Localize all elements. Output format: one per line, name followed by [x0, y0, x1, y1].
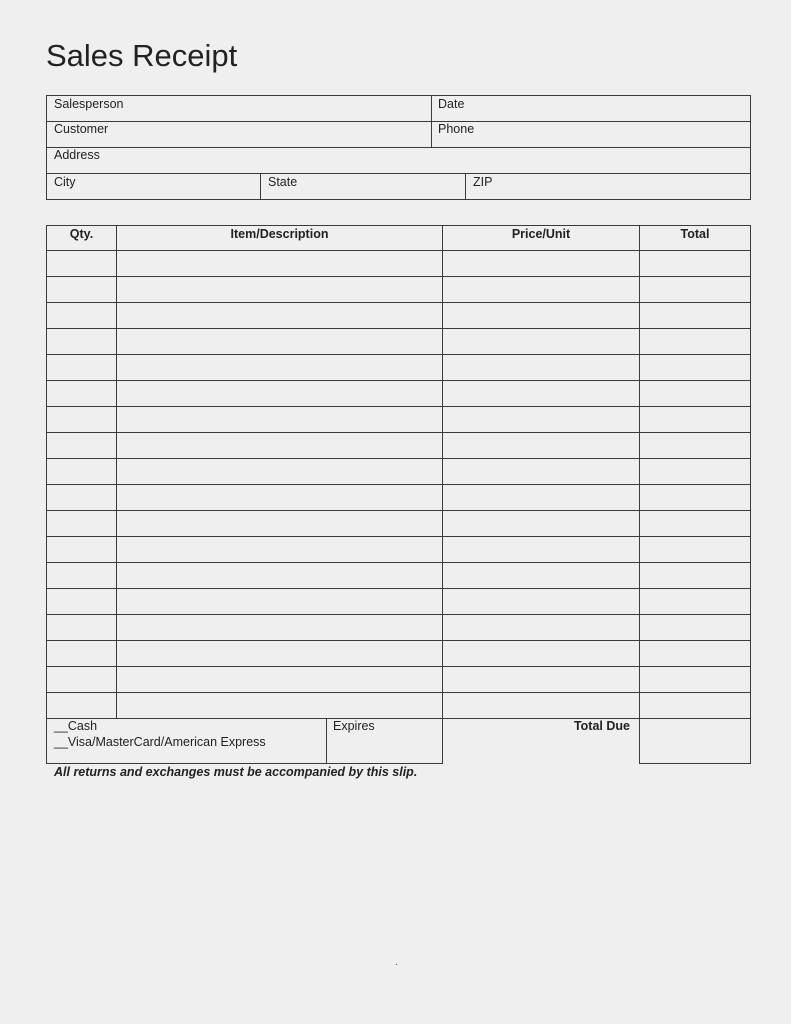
description-cell[interactable]: [116, 692, 443, 719]
qty-cell[interactable]: [46, 406, 117, 433]
total-cell[interactable]: [639, 614, 751, 641]
qty-cell[interactable]: [46, 692, 117, 719]
date-field[interactable]: [431, 95, 751, 122]
address-label: Address: [54, 148, 100, 162]
total-cell[interactable]: [639, 640, 751, 667]
total-cell[interactable]: [639, 302, 751, 329]
description-cell[interactable]: [116, 276, 443, 303]
qty-cell[interactable]: [46, 458, 117, 485]
card-option[interactable]: __Visa/MasterCard/American Express: [54, 735, 266, 749]
price-cell[interactable]: [442, 302, 640, 329]
description-cell[interactable]: [116, 562, 443, 589]
address-field[interactable]: [46, 147, 751, 174]
description-header: Item/Description: [230, 227, 329, 241]
state-label: State: [268, 175, 298, 189]
price-cell[interactable]: [442, 458, 640, 485]
qty-cell[interactable]: [46, 510, 117, 537]
total-cell[interactable]: [639, 250, 751, 277]
qty-cell[interactable]: [46, 588, 117, 615]
footer-mark: .: [395, 957, 398, 968]
phone-label: Phone: [438, 122, 475, 136]
total-due-field[interactable]: [639, 718, 751, 764]
qty-cell[interactable]: [46, 302, 117, 329]
total-cell[interactable]: [639, 328, 751, 355]
page-title: Sales Receipt: [46, 38, 238, 73]
description-cell[interactable]: [116, 614, 443, 641]
qty-cell[interactable]: [46, 380, 117, 407]
total-cell[interactable]: [639, 432, 751, 459]
description-cell[interactable]: [116, 458, 443, 485]
total-cell[interactable]: [639, 458, 751, 485]
date-label: Date: [438, 97, 465, 111]
description-cell[interactable]: [116, 250, 443, 277]
expires-label: Expires: [333, 719, 375, 733]
description-cell[interactable]: [116, 510, 443, 537]
returns-policy-note: All returns and exchanges must be accompanied by this slip.: [54, 765, 418, 779]
qty-header: Qty.: [69, 227, 94, 241]
description-cell[interactable]: [116, 302, 443, 329]
description-cell[interactable]: [116, 380, 443, 407]
qty-cell[interactable]: [46, 432, 117, 459]
cash-option[interactable]: __Cash: [54, 719, 98, 733]
qty-cell[interactable]: [46, 536, 117, 563]
price-cell[interactable]: [442, 484, 640, 511]
description-cell[interactable]: [116, 432, 443, 459]
qty-cell[interactable]: [46, 484, 117, 511]
qty-cell[interactable]: [46, 562, 117, 589]
price-cell[interactable]: [442, 614, 640, 641]
description-cell[interactable]: [116, 666, 443, 693]
customer-label: Customer: [54, 122, 109, 136]
price-cell[interactable]: [442, 640, 640, 667]
total-cell[interactable]: [639, 354, 751, 381]
price-cell[interactable]: [442, 250, 640, 277]
qty-cell[interactable]: [46, 614, 117, 641]
total-due-label: Total Due: [573, 719, 630, 733]
price-cell[interactable]: [442, 354, 640, 381]
total-cell[interactable]: [639, 406, 751, 433]
description-cell[interactable]: [116, 484, 443, 511]
total-cell[interactable]: [639, 562, 751, 589]
description-cell[interactable]: [116, 354, 443, 381]
total-cell[interactable]: [639, 484, 751, 511]
total-cell[interactable]: [639, 276, 751, 303]
total-cell[interactable]: [639, 536, 751, 563]
description-cell[interactable]: [116, 640, 443, 667]
price-cell[interactable]: [442, 380, 640, 407]
description-cell[interactable]: [116, 588, 443, 615]
total-cell[interactable]: [639, 510, 751, 537]
qty-cell[interactable]: [46, 666, 117, 693]
description-cell[interactable]: [116, 536, 443, 563]
qty-cell[interactable]: [46, 354, 117, 381]
price-cell[interactable]: [442, 406, 640, 433]
qty-cell[interactable]: [46, 276, 117, 303]
qty-cell[interactable]: [46, 328, 117, 355]
total-header: Total: [680, 227, 710, 241]
phone-field[interactable]: [431, 121, 751, 148]
city-field[interactable]: [46, 173, 261, 200]
zip-label: ZIP: [473, 175, 493, 189]
price-cell[interactable]: [442, 510, 640, 537]
zip-field[interactable]: [465, 173, 751, 200]
city-label: City: [54, 175, 76, 189]
price-header: Price/Unit: [511, 227, 571, 241]
price-cell[interactable]: [442, 692, 640, 719]
description-cell[interactable]: [116, 406, 443, 433]
price-cell[interactable]: [442, 588, 640, 615]
description-cell[interactable]: [116, 328, 443, 355]
qty-cell[interactable]: [46, 640, 117, 667]
total-cell[interactable]: [639, 692, 751, 719]
price-cell[interactable]: [442, 276, 640, 303]
salesperson-label: Salesperson: [54, 97, 124, 111]
qty-cell[interactable]: [46, 250, 117, 277]
total-cell[interactable]: [639, 588, 751, 615]
price-cell[interactable]: [442, 536, 640, 563]
price-cell[interactable]: [442, 666, 640, 693]
price-cell[interactable]: [442, 432, 640, 459]
total-cell[interactable]: [639, 666, 751, 693]
total-cell[interactable]: [639, 380, 751, 407]
price-cell[interactable]: [442, 562, 640, 589]
price-cell[interactable]: [442, 328, 640, 355]
